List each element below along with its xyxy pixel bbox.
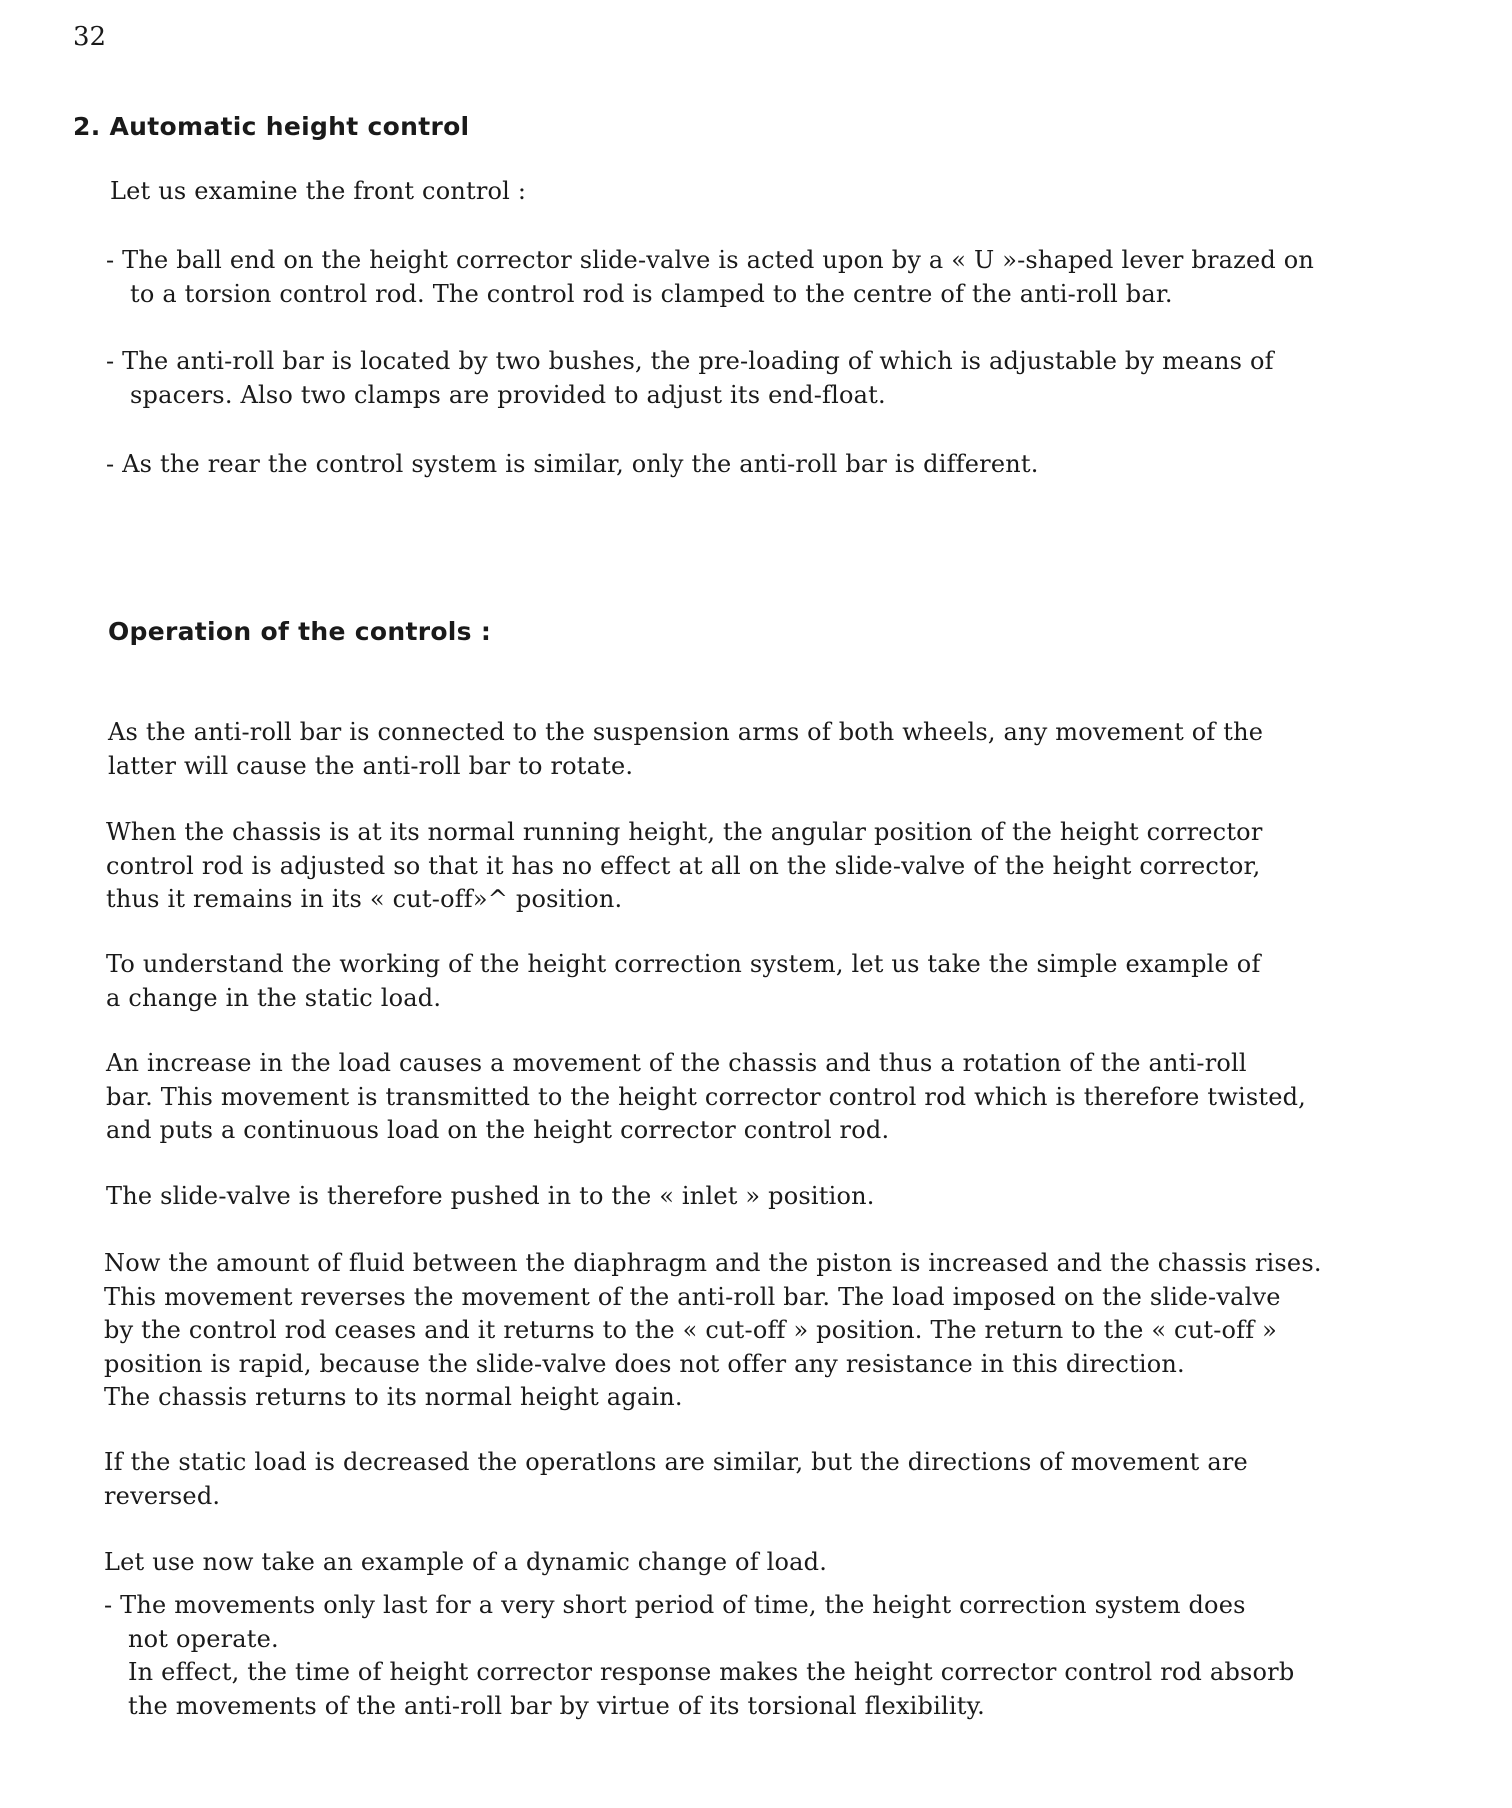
- bullet-line: the movements of the anti-roll bar by virtue of its torsional flexibility.: [128, 1691, 985, 1720]
- bullet-line: not operate.: [128, 1624, 279, 1653]
- paragraph-line: The slide-valve is therefore pushed in to the « inlet » position.: [106, 1182, 875, 1210]
- page-number: 32: [73, 22, 107, 52]
- intro-paragraph: [110, 175, 526, 209]
- paragraph-line: latter will cause the anti-roll bar to rotate.: [108, 751, 634, 780]
- paragraph-line: reversed.: [104, 1481, 221, 1510]
- intro-line: Let us examine the front control :: [110, 177, 527, 205]
- paragraph-line: If the static load is decreased the operatlons are similar, but the directions of movement are: [104, 1448, 1248, 1476]
- paragraph-3: [106, 948, 1261, 1015]
- paragraph-line: As the anti-roll bar is connected to the suspension arms of both wheels, any movement of the: [108, 718, 1264, 746]
- bullet-line: to a torsion control rod. The control rod is clamped to the centre of the anti-roll bar.: [130, 279, 1173, 308]
- paragraph-8: [104, 1546, 827, 1580]
- paragraph-6: [104, 1247, 1322, 1415]
- paragraph-5: [106, 1180, 875, 1214]
- front-bullet-2: [106, 345, 1274, 412]
- paragraph-line: and puts a continuous load on the height corrector control rod.: [106, 1116, 890, 1144]
- paragraph-line: control rod is adjusted so that it has no effect at all on the slide-valve of the height corrector,: [106, 851, 1261, 880]
- paragraph-line: This movement reverses the movement of the anti-roll bar. The load imposed on the slide-valve: [104, 1282, 1281, 1311]
- paragraph-line: bar. This movement is transmitted to the height corrector control rod which is therefore twisted,: [106, 1082, 1307, 1111]
- bullet-line: - The ball end on the height corrector slide-valve is acted upon by a « U »-shaped lever brazed on: [106, 246, 1315, 274]
- paragraph-line: To understand the working of the height correction system, let us take the simple example of: [106, 950, 1261, 978]
- section-heading: 2. Automatic height control: [73, 112, 470, 141]
- paragraph-line: a change in the static load.: [106, 983, 442, 1012]
- bullet-line: spacers. Also two clamps are provided to adjust its end-float.: [130, 380, 886, 409]
- paragraph-7: [104, 1446, 1248, 1513]
- paragraph-line: An increase in the load causes a movement of the chassis and thus a rotation of the anti-roll: [106, 1049, 1247, 1077]
- paragraph-line: by the control rod ceases and it returns to the « cut-off » position. The return to the « cut-off »: [104, 1316, 1278, 1344]
- paragraph-line: The chassis returns to its normal height again.: [104, 1383, 683, 1411]
- paragraph-1: [108, 716, 1263, 783]
- subheading: Operation of the controls :: [108, 617, 492, 646]
- dynamic-load-bullet: [104, 1589, 1294, 1723]
- paragraph-line: position is rapid, because the slide-valve does not offer any resistance in this direction.: [104, 1349, 1185, 1378]
- paragraph-line: Now the amount of fluid between the diaphragm and the piston is increased and the chassis rises.: [104, 1249, 1322, 1277]
- bullet-line: - The movements only last for a very short period of time, the height correction system does: [104, 1591, 1246, 1619]
- paragraph-4: [106, 1047, 1306, 1148]
- bullet-line: - As the rear the control system is similar, only the anti-roll bar is different.: [106, 450, 1039, 478]
- bullet-line: - The anti-roll bar is located by two bushes, the pre-loading of which is adjustable by means of: [106, 347, 1274, 375]
- paragraph-line: Let use now take an example of a dynamic change of load.: [104, 1548, 828, 1576]
- bullet-line: In effect, the time of height corrector response makes the height corrector control rod absorb: [128, 1658, 1295, 1686]
- paragraph-2: [106, 816, 1263, 917]
- front-bullet-1: [106, 244, 1314, 311]
- paragraph-line: thus it remains in its « cut-off»^ position.: [106, 885, 623, 913]
- paragraph-line: When the chassis is at its normal running height, the angular position of the height corrector: [106, 818, 1263, 846]
- front-bullet-3: [106, 448, 1039, 482]
